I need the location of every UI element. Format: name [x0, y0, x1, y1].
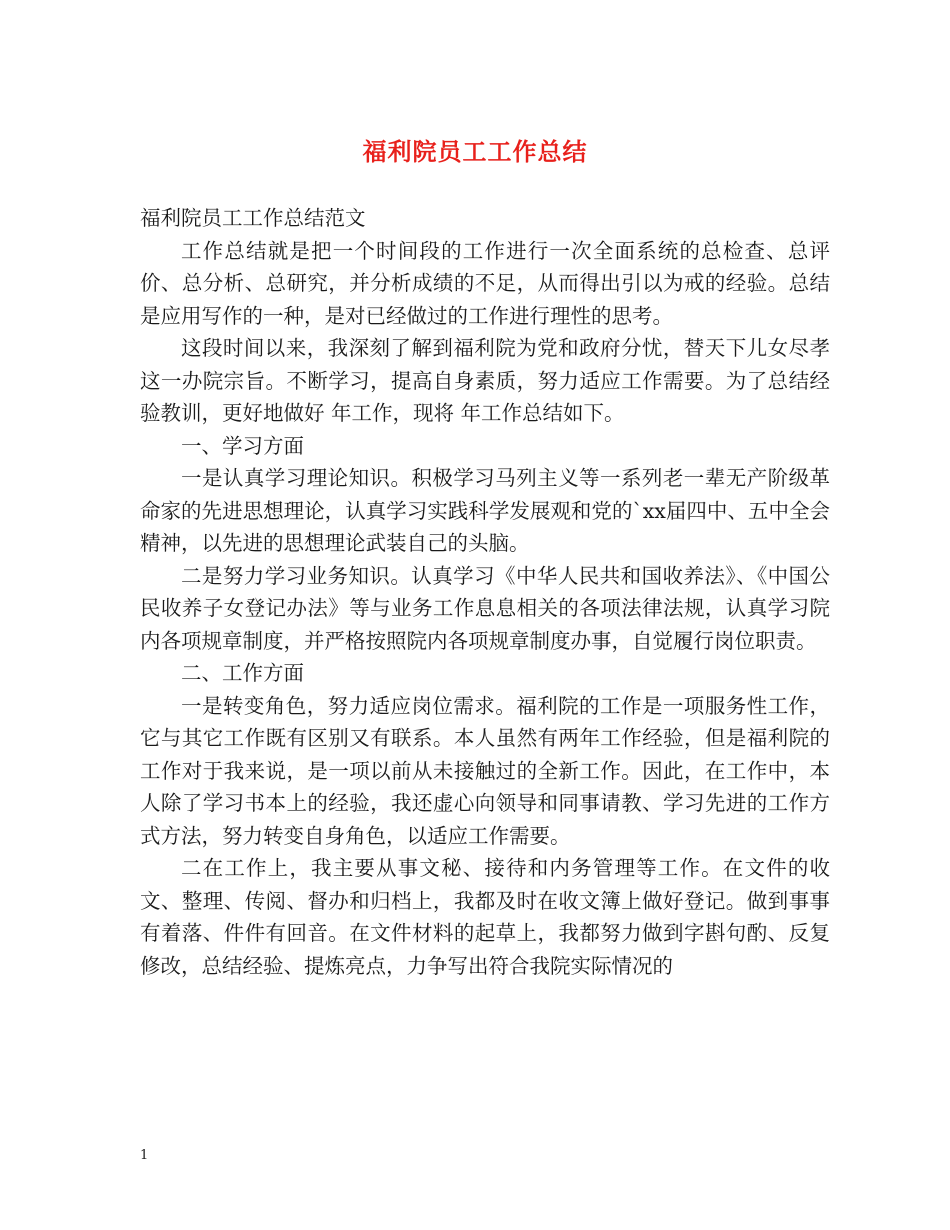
paragraph: 这段时间以来，我深刻了解到福利院为党和政府分忧，替天下儿女尽孝这一办院宗旨。不断学习，提高自身素质，努力适应工作需要。为了总结经验教训，更好地做好 年工作，现将 年工作总结如下。	[140, 336, 830, 425]
paragraph: 一是认真学习理论知识。积极学习马列主义等一系列老一辈无产阶级革命家的先进思想理论，认真学习实践科学发展观和党的`xx届四中、五中全会精神，以先进的思想理论武装自己的头脑。	[140, 466, 830, 555]
document-subtitle: 福利院员工工作总结范文	[140, 206, 366, 230]
paragraph: 工作总结就是把一个时间段的工作进行一次全面系统的总检查、总评价、总分析、总研究，并分析成绩的不足，从而得出引以为戒的经验。总结是应用写作的一种，是对已经做过的工作进行理性的思考。	[140, 238, 830, 328]
page-number: 1	[140, 1148, 149, 1163]
section-heading: 二、工作方面	[181, 661, 304, 685]
document-body	[140, 202, 830, 982]
paragraph: 二是努力学习业务知识。认真学习《中华人民共和国收养法》、《中国公民收养子女登记办法》等与业务工作息息相关的各项法律法规，认真学习院内各项规章制度，并严格按照院内各项规章制度办事，自觉履行岗位职责。	[140, 563, 830, 653]
section-heading: 一、学习方面	[181, 433, 304, 458]
paragraph: 二在工作上，我主要从事文秘、接待和内务管理等工作。在文件的收文、整理、传阅、督办和归档上，我都及时在收文簿上做好登记。做到事事有着落、件件有回音。在文件材料的起草上，我都努力做到字斟句酌、反复修改，总结经验、提炼亮点，力争写出符合我院实际情况的	[140, 856, 830, 978]
document-title: 福利院员工工作总结	[362, 137, 588, 166]
paragraph: 一是转变角色，努力适应岗位需求。福利院的工作是一项服务性工作，它与其它工作既有区别又有联系。本人虽然有两年工作经验，但是福利院的工作对于我来说，是一项以前从未接触过的全新工作。因此，在工作中，本人除了学习书本上的经验，我还虚心向领导和同事请教、学习先进的工作方式方法，努力转变自身角色，以适应工作需要。	[140, 693, 830, 848]
